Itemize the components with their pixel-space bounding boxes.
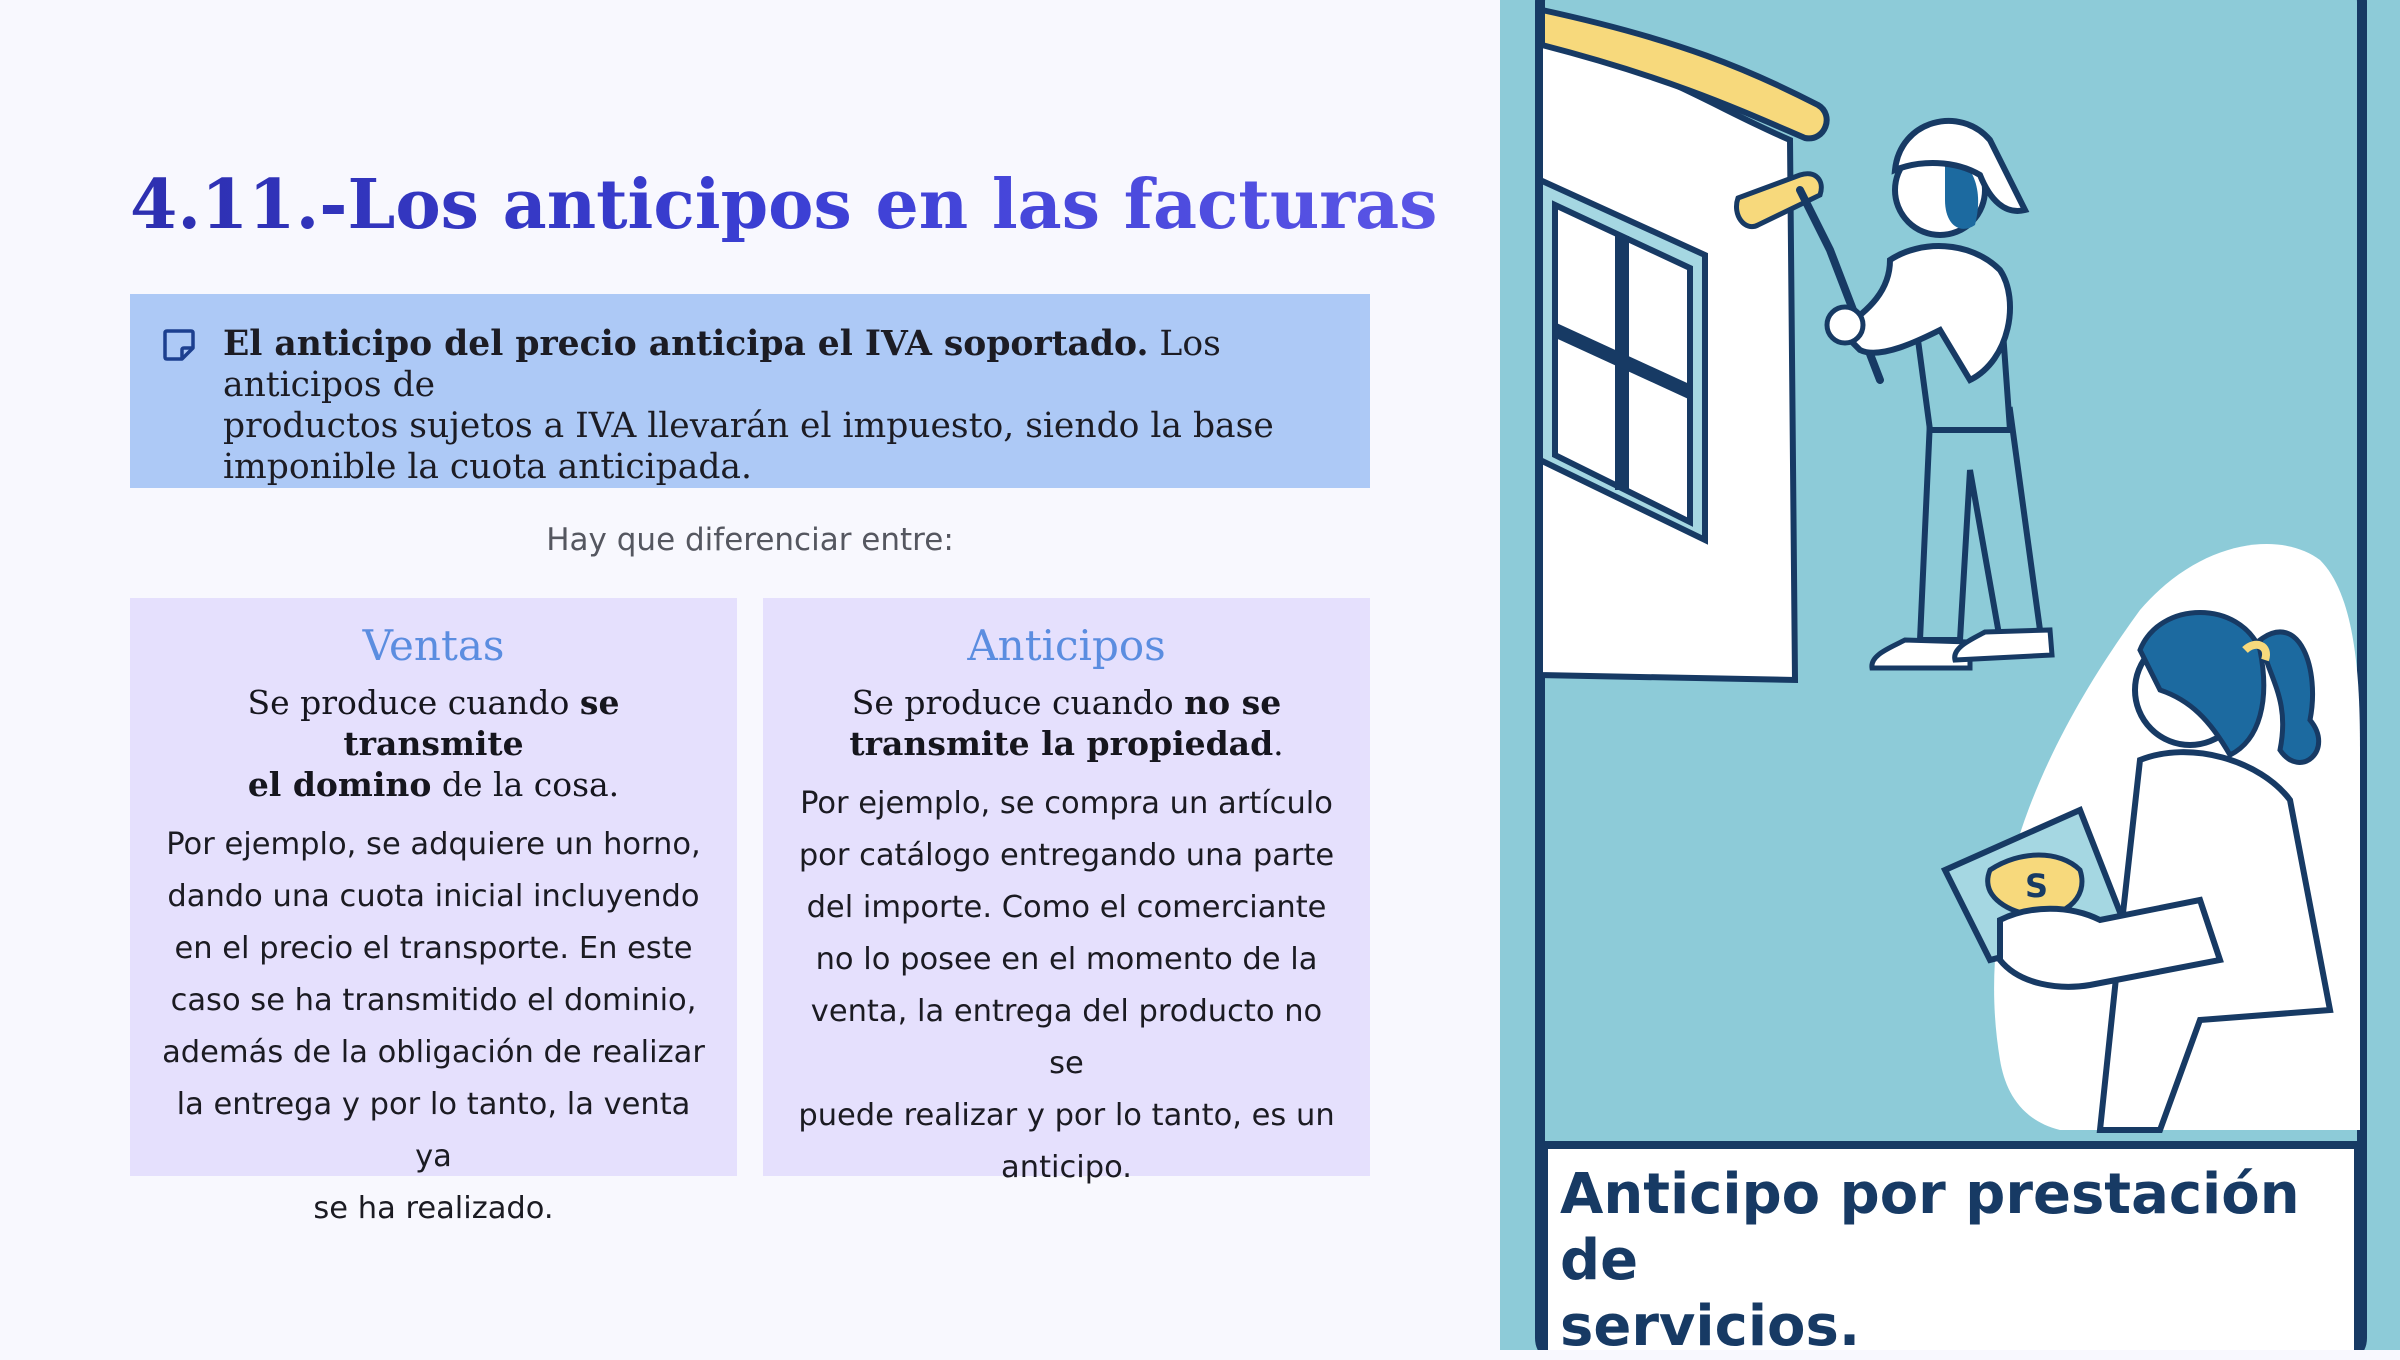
- card-lead-pre: Se produce cuando: [247, 683, 580, 722]
- card-body-line: además de la obligación de realizar: [162, 1035, 705, 1070]
- card-lead-pre: Se produce cuando: [851, 683, 1185, 722]
- card-body-line: en el precio el transporte. En este: [174, 931, 693, 966]
- card-lead-post: de la cosa.: [431, 765, 620, 804]
- card-body: [789, 778, 1344, 1194]
- card-body-line: Por ejemplo, se compra un artículo: [800, 786, 1333, 821]
- card-lead-bold-2: transmite la propiedad: [849, 724, 1274, 763]
- card-ventas: [130, 598, 737, 1226]
- card-lead: [156, 682, 711, 805]
- illustration-caption: [1560, 1162, 2340, 1360]
- card-lead-bold-2: el domino: [247, 765, 432, 804]
- page-title: 4.11.-Los anticipos en las facturas: [130, 160, 1437, 250]
- callout-text-3: imponible la cuota anticipada.: [223, 447, 752, 487]
- subheading: Hay que diferenciar entre:: [546, 522, 954, 558]
- coin-symbol: S: [2025, 867, 2049, 905]
- card-title: Anticipos: [967, 621, 1166, 670]
- card-body-line: Por ejemplo, se adquiere un horno,: [166, 827, 701, 862]
- caption-line-2: servicios.: [1560, 1294, 1861, 1359]
- card-body: [156, 819, 711, 1235]
- caption-line-1: Anticipo por prestación de: [1560, 1162, 2300, 1293]
- card-body-line: anticipo.: [1001, 1150, 1132, 1185]
- card-lead: [789, 682, 1344, 764]
- card-body-line: no lo posee en el momento de la: [815, 942, 1318, 977]
- callout-text-1: Los anticipos de: [223, 324, 1221, 405]
- card-body-line: venta, la entrega del producto no se: [810, 994, 1323, 1081]
- card-body-line: la entrega y por lo tanto, la venta ya: [176, 1087, 691, 1174]
- callout-text: [223, 324, 1330, 488]
- card-body-line: dando una cuota inicial incluyendo: [167, 879, 700, 914]
- callout-text-2: productos sujetos a IVA llevarán el impuesto, siendo la base: [223, 406, 1274, 446]
- card-body-line: por catálogo entregando una parte: [798, 838, 1335, 873]
- callout-bold: El anticipo del precio anticipa el IVA soportado.: [223, 324, 1149, 364]
- card-lead-post: .: [1273, 724, 1284, 763]
- card-body-line: puede realizar y por lo tanto, es un: [798, 1098, 1335, 1133]
- note-icon: [162, 328, 196, 362]
- card-body-line: caso se ha transmitido el dominio,: [170, 983, 697, 1018]
- card-body-line: del importe. Como el comerciante: [806, 890, 1327, 925]
- callout-box: [130, 294, 1370, 488]
- card-title: Ventas: [362, 621, 505, 670]
- card-anticipos: [763, 598, 1370, 1185]
- illustration-painter: [1500, 0, 2400, 1350]
- card-body-line: se ha realizado.: [313, 1191, 554, 1226]
- card-lead-bold-1: no se: [1184, 683, 1282, 722]
- card-lead-bold-1: se transmite: [343, 683, 620, 763]
